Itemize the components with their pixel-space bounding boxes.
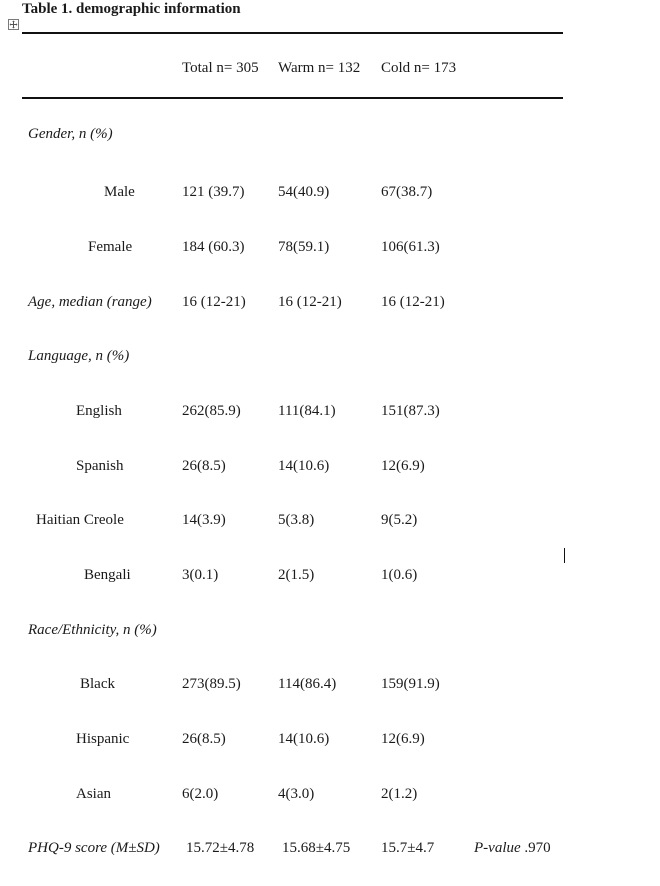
row-age-total: 16 (12-21) (182, 294, 246, 310)
row-female-label: Female (88, 239, 133, 255)
row-spanish-warm: 14(10.6) (278, 458, 330, 474)
row-english-warm: 111(84.1) (278, 403, 336, 419)
row-english-label: English (76, 403, 122, 419)
row-hispanic-label: Hispanic (76, 731, 130, 747)
text-cursor (564, 548, 565, 563)
row-haitian-cold: 9(5.2) (381, 512, 418, 528)
row-phq-warm: 15.68±4.75 (282, 840, 351, 856)
section-race: Race/Ethnicity, n (%) (28, 622, 157, 638)
table-move-handle-icon[interactable] (8, 19, 19, 30)
row-bengali-total: 3(0.1) (182, 567, 219, 583)
table-title: Table 1. demographic information (22, 1, 241, 17)
row-black-cold: 159(91.9) (381, 676, 440, 692)
header-total: Total n= 305 (182, 60, 259, 76)
section-gender: Gender, n (%) (28, 126, 113, 142)
row-hispanic-cold: 12(6.9) (381, 731, 425, 747)
row-english-total: 262(85.9) (182, 403, 241, 419)
row-haitian-total: 14(3.9) (182, 512, 226, 528)
table-top-rule (22, 32, 563, 34)
row-phq-label: PHQ-9 score (M±SD) (28, 840, 160, 856)
row-age-warm: 16 (12-21) (278, 294, 342, 310)
row-age-cold: 16 (12-21) (381, 294, 445, 310)
row-english-cold: 151(87.3) (381, 403, 440, 419)
row-male-label: Male (104, 184, 135, 200)
row-female-warm: 78(59.1) (278, 239, 330, 255)
table-header-rule (22, 97, 563, 99)
row-male-warm: 54(40.9) (278, 184, 330, 200)
row-spanish-label: Spanish (76, 458, 124, 474)
row-black-total: 273(89.5) (182, 676, 241, 692)
row-asian-warm: 4(3.0) (278, 786, 315, 802)
row-haitian-label: Haitian Creole (36, 512, 124, 528)
pvalue-value: .970 (524, 840, 551, 856)
row-phq-cold: 15.7±4.7 (381, 840, 435, 856)
row-phq-pvalue (474, 839, 551, 857)
section-language: Language, n (%) (28, 348, 130, 364)
row-haitian-warm: 5(3.8) (278, 512, 315, 528)
header-cold: Cold n= 173 (381, 60, 457, 76)
row-black-label: Black (80, 676, 115, 692)
header-warm: Warm n= 132 (278, 60, 361, 76)
row-female-total: 184 (60.3) (182, 239, 245, 255)
row-female-cold: 106(61.3) (381, 239, 440, 255)
row-hispanic-warm: 14(10.6) (278, 731, 330, 747)
row-asian-label: Asian (76, 786, 111, 802)
row-male-total: 121 (39.7) (182, 184, 245, 200)
row-bengali-warm: 2(1.5) (278, 567, 315, 583)
row-spanish-total: 26(8.5) (182, 458, 226, 474)
pvalue-label: P-value (474, 840, 521, 856)
row-male-cold: 67(38.7) (381, 184, 433, 200)
row-black-warm: 114(86.4) (278, 676, 337, 692)
row-asian-total: 6(2.0) (182, 786, 219, 802)
row-asian-cold: 2(1.2) (381, 786, 418, 802)
row-age-label: Age, median (range) (28, 294, 152, 310)
row-spanish-cold: 12(6.9) (381, 458, 425, 474)
row-bengali-label: Bengali (84, 567, 131, 583)
row-phq-total: 15.72±4.78 (186, 840, 255, 856)
row-hispanic-total: 26(8.5) (182, 731, 226, 747)
row-bengali-cold: 1(0.6) (381, 567, 418, 583)
